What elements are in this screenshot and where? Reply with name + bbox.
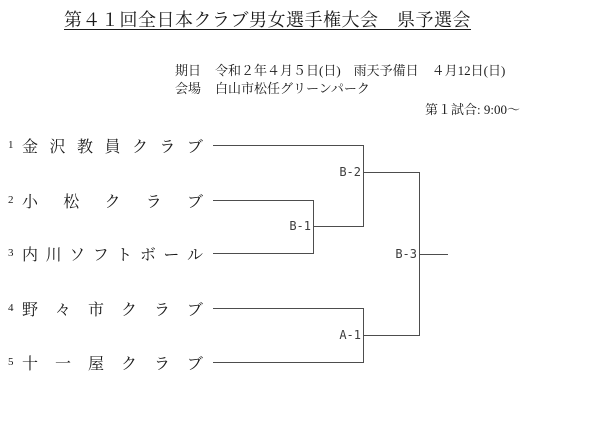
page-title: 第４１回全日本クラブ男女選手権大会 県予選会 <box>64 10 471 30</box>
team-name: 野 々 市 ク ラ ブ <box>22 301 203 319</box>
match-b2-winner-line <box>363 172 419 173</box>
match-b2-connector <box>363 145 364 227</box>
match-label-b2: B-2 <box>339 165 361 179</box>
team2-line <box>213 200 313 201</box>
match-b3-winner-line <box>419 254 448 255</box>
match-b1-connector <box>313 200 314 254</box>
venue-value: 白山市松任グリーンパーク <box>215 81 370 96</box>
team1-line <box>213 145 363 146</box>
date-value: 令和２年４月５日(日) 雨天予備日 ４月12日(日) <box>215 63 506 78</box>
team-seed: 1 <box>8 139 14 151</box>
team5-line <box>213 362 363 363</box>
team-row-5 <box>0 351 210 373</box>
date-label: 期日 <box>175 63 202 78</box>
team4-line <box>213 308 363 309</box>
team-name: 小 松 ク ラ ブ <box>22 193 203 211</box>
team-name: 十 一 屋 ク ラ ブ <box>22 355 203 373</box>
team-seed: 4 <box>8 302 14 314</box>
match-a1-winner-line <box>363 335 419 336</box>
team-seed: 5 <box>8 356 14 368</box>
match-label-b1: B-1 <box>289 219 311 233</box>
team3-line <box>213 253 313 254</box>
match-b1-winner-line <box>313 226 363 227</box>
venue-label: 会場 <box>175 81 202 96</box>
match-label-b3: B-3 <box>395 247 417 261</box>
team-row-3 <box>0 242 210 264</box>
team-name: 内 川 ソ フ ト ボ ー ル <box>22 246 203 264</box>
team-row-2 <box>0 189 210 211</box>
first-game-time: 第１試合: 9:00～ <box>425 102 520 117</box>
team-name: 金 沢 教 員 ク ラ ブ <box>22 138 203 156</box>
team-row-1 <box>0 134 210 156</box>
team-row-4 <box>0 297 210 319</box>
team-seed: 3 <box>8 247 14 259</box>
match-label-a1: A-1 <box>339 328 361 342</box>
team-seed: 2 <box>8 194 14 206</box>
